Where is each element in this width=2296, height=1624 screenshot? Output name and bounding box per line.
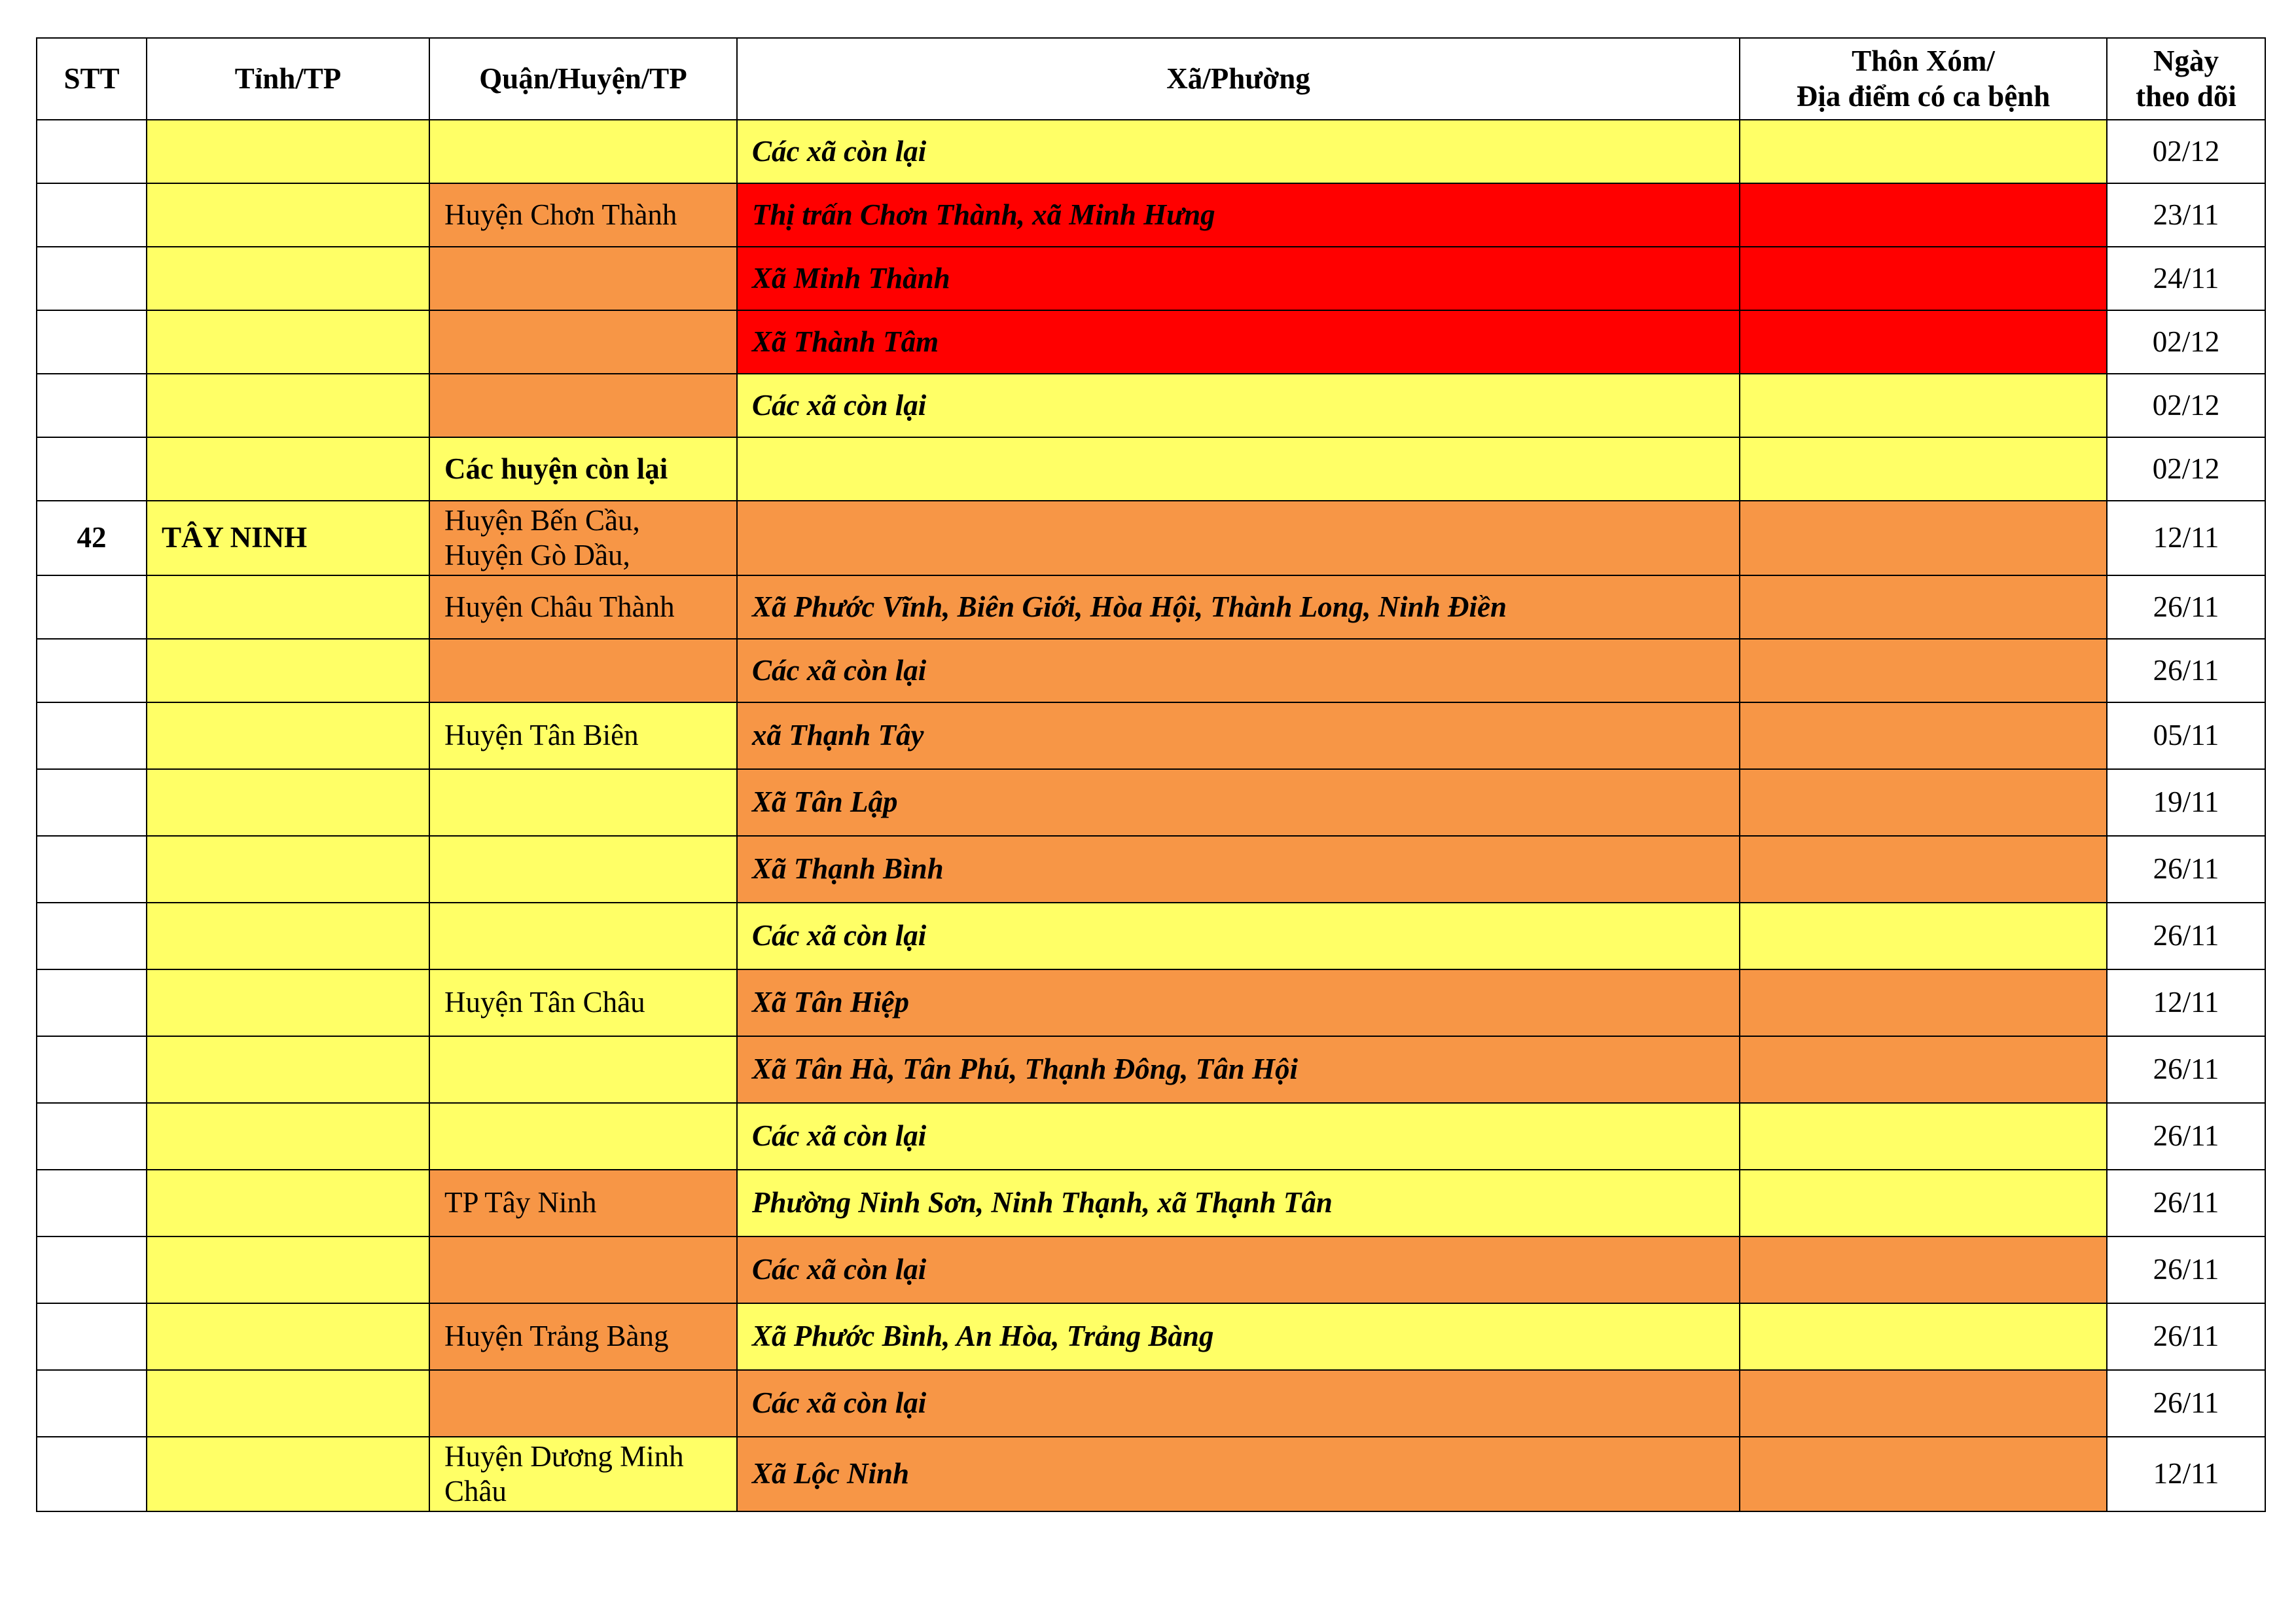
header-stt: STT	[37, 38, 147, 120]
hamlet-cell	[1740, 1170, 2107, 1236]
hamlet-cell	[1740, 1103, 2107, 1170]
district-cell	[429, 769, 737, 836]
district-cell	[429, 836, 737, 903]
stt-cell	[37, 247, 147, 310]
header-date-line2: theo dõi	[2136, 79, 2236, 113]
ward-cell: xã Thạnh Tây	[737, 702, 1740, 769]
province-cell	[147, 702, 429, 769]
date-cell: 02/12	[2107, 120, 2265, 183]
district-cell	[429, 247, 737, 310]
province-cell: TÂY NINH	[147, 501, 429, 575]
header-hamlet-line1: Thôn Xóm/	[1852, 45, 1995, 78]
province-cell	[147, 183, 429, 247]
hamlet-cell	[1740, 836, 2107, 903]
district-line2: Châu	[444, 1475, 507, 1507]
hamlet-cell	[1740, 310, 2107, 374]
ward-cell: Xã Tân Lập	[737, 769, 1740, 836]
district-cell	[429, 1103, 737, 1170]
table-row	[37, 374, 2265, 437]
header-date	[2107, 38, 2265, 120]
date-cell: 12/11	[2107, 1437, 2265, 1511]
stt-cell	[37, 1170, 147, 1236]
hamlet-cell	[1740, 1370, 2107, 1437]
date-cell: 26/11	[2107, 1303, 2265, 1370]
ward-cell: Xã Minh Thành	[737, 247, 1740, 310]
district-cell	[429, 120, 737, 183]
date-cell: 26/11	[2107, 1103, 2265, 1170]
ward-cell: Xã Thành Tâm	[737, 310, 1740, 374]
date-cell: 12/11	[2107, 969, 2265, 1036]
date-cell: 26/11	[2107, 1036, 2265, 1103]
hamlet-cell	[1740, 247, 2107, 310]
district-cell	[429, 1036, 737, 1103]
hamlet-cell	[1740, 702, 2107, 769]
hamlet-cell	[1740, 769, 2107, 836]
stt-cell	[37, 310, 147, 374]
header-district: Quận/Huyện/TP	[429, 38, 737, 120]
table-row	[37, 903, 2265, 969]
hamlet-cell	[1740, 183, 2107, 247]
ward-cell: Các xã còn lại	[737, 1236, 1740, 1303]
header-hamlet	[1740, 38, 2107, 120]
date-cell: 12/11	[2107, 501, 2265, 575]
hamlet-cell	[1740, 374, 2107, 437]
hamlet-cell	[1740, 501, 2107, 575]
hamlet-cell	[1740, 120, 2107, 183]
stt-cell	[37, 836, 147, 903]
stt-cell	[37, 1103, 147, 1170]
table-row	[37, 310, 2265, 374]
stt-cell	[37, 702, 147, 769]
date-cell: 26/11	[2107, 575, 2265, 639]
district-cell	[429, 639, 737, 702]
date-cell: 26/11	[2107, 1370, 2265, 1437]
stt-cell	[37, 1036, 147, 1103]
province-cell	[147, 575, 429, 639]
ward-cell	[737, 501, 1740, 575]
district-cell: Các huyện còn lại	[429, 437, 737, 501]
district-cell: Huyện Châu Thành	[429, 575, 737, 639]
date-cell: 26/11	[2107, 639, 2265, 702]
district-cell: Huyện Chơn Thành	[429, 183, 737, 247]
province-cell	[147, 1437, 429, 1511]
district-cell: TP Tây Ninh	[429, 1170, 737, 1236]
province-cell	[147, 903, 429, 969]
stt-cell	[37, 575, 147, 639]
stt-cell: 42	[37, 501, 147, 575]
ward-cell: Các xã còn lại	[737, 1103, 1740, 1170]
table-row	[37, 575, 2265, 639]
stt-cell	[37, 769, 147, 836]
ward-cell: Các xã còn lại	[737, 1370, 1740, 1437]
district-cell	[429, 1437, 737, 1511]
stt-cell	[37, 1236, 147, 1303]
province-cell	[147, 120, 429, 183]
date-cell: 26/11	[2107, 903, 2265, 969]
province-cell	[147, 1170, 429, 1236]
table-row	[37, 836, 2265, 903]
hamlet-cell	[1740, 437, 2107, 501]
province-cell	[147, 1103, 429, 1170]
stt-cell	[37, 183, 147, 247]
stt-cell	[37, 1370, 147, 1437]
province-cell	[147, 437, 429, 501]
date-cell: 26/11	[2107, 1236, 2265, 1303]
date-cell: 26/11	[2107, 836, 2265, 903]
hamlet-cell	[1740, 969, 2107, 1036]
hamlet-cell	[1740, 903, 2107, 969]
table-row	[37, 1036, 2265, 1103]
ward-cell: Các xã còn lại	[737, 903, 1740, 969]
stt-cell	[37, 1303, 147, 1370]
table-row	[37, 501, 2265, 575]
hamlet-cell	[1740, 1036, 2107, 1103]
epidemic-monitoring-table	[36, 37, 2266, 1512]
table-row	[37, 639, 2265, 702]
table-row	[37, 1303, 2265, 1370]
province-cell	[147, 247, 429, 310]
district-cell	[429, 1236, 737, 1303]
hamlet-cell	[1740, 575, 2107, 639]
stt-cell	[37, 374, 147, 437]
stt-cell	[37, 1437, 147, 1511]
date-cell: 19/11	[2107, 769, 2265, 836]
hamlet-cell	[1740, 1236, 2107, 1303]
date-cell: 02/12	[2107, 374, 2265, 437]
ward-cell: Xã Tân Hà, Tân Phú, Thạnh Đông, Tân Hội	[737, 1036, 1740, 1103]
district-cell: Huyện Tân Châu	[429, 969, 737, 1036]
district-line2: Huyện Gò Dầu,	[444, 539, 630, 571]
district-cell	[429, 501, 737, 575]
date-cell: 02/12	[2107, 437, 2265, 501]
ward-cell: Xã Lộc Ninh	[737, 1437, 1740, 1511]
stt-cell	[37, 903, 147, 969]
district-cell	[429, 903, 737, 969]
province-cell	[147, 1036, 429, 1103]
stt-cell	[37, 639, 147, 702]
province-cell	[147, 310, 429, 374]
ward-cell: Xã Phước Bình, An Hòa, Trảng Bàng	[737, 1303, 1740, 1370]
table-row	[37, 969, 2265, 1036]
hamlet-cell	[1740, 1303, 2107, 1370]
table-row	[37, 1236, 2265, 1303]
ward-cell: Xã Phước Vĩnh, Biên Giới, Hòa Hội, Thành Long, Ninh Điền	[737, 575, 1740, 639]
ward-cell: Xã Tân Hiệp	[737, 969, 1740, 1036]
ward-cell: Các xã còn lại	[737, 374, 1740, 437]
header-ward: Xã/Phường	[737, 38, 1740, 120]
district-cell: Huyện Trảng Bàng	[429, 1303, 737, 1370]
ward-cell: Thị trấn Chơn Thành, xã Minh Hưng	[737, 183, 1740, 247]
table-row	[37, 120, 2265, 183]
province-cell	[147, 1236, 429, 1303]
header-date-line1: Ngày	[2153, 45, 2219, 78]
ward-cell: Các xã còn lại	[737, 120, 1740, 183]
stt-cell	[37, 969, 147, 1036]
ward-cell: Các xã còn lại	[737, 639, 1740, 702]
header-hamlet-line2: Địa điểm có ca bệnh	[1796, 79, 2051, 113]
province-cell	[147, 374, 429, 437]
table-row	[37, 1170, 2265, 1236]
province-cell	[147, 639, 429, 702]
stt-cell	[37, 120, 147, 183]
province-cell	[147, 1370, 429, 1437]
header-row	[37, 38, 2265, 120]
district-cell: Huyện Tân Biên	[429, 702, 737, 769]
district-cell	[429, 374, 737, 437]
ward-cell: Xã Thạnh Bình	[737, 836, 1740, 903]
date-cell: 23/11	[2107, 183, 2265, 247]
table-row	[37, 1437, 2265, 1511]
table-row	[37, 183, 2265, 247]
ward-cell	[737, 437, 1740, 501]
table-row	[37, 437, 2265, 501]
header-province: Tỉnh/TP	[147, 38, 429, 120]
table-row	[37, 1370, 2265, 1437]
table-row	[37, 1103, 2265, 1170]
date-cell: 05/11	[2107, 702, 2265, 769]
district-line1: Huyện Bến Cầu,	[444, 503, 640, 537]
province-cell	[147, 969, 429, 1036]
hamlet-cell	[1740, 1437, 2107, 1511]
province-cell	[147, 1303, 429, 1370]
table-row	[37, 769, 2265, 836]
hamlet-cell	[1740, 639, 2107, 702]
ward-cell: Phường Ninh Sơn, Ninh Thạnh, xã Thạnh Tân	[737, 1170, 1740, 1236]
district-cell	[429, 310, 737, 374]
province-cell	[147, 836, 429, 903]
stt-cell	[37, 437, 147, 501]
district-line1: Huyện Dương Minh	[444, 1439, 684, 1473]
date-cell: 26/11	[2107, 1170, 2265, 1236]
table-row	[37, 702, 2265, 769]
district-cell	[429, 1370, 737, 1437]
date-cell: 24/11	[2107, 247, 2265, 310]
date-cell: 02/12	[2107, 310, 2265, 374]
table-row	[37, 247, 2265, 310]
province-cell	[147, 769, 429, 836]
